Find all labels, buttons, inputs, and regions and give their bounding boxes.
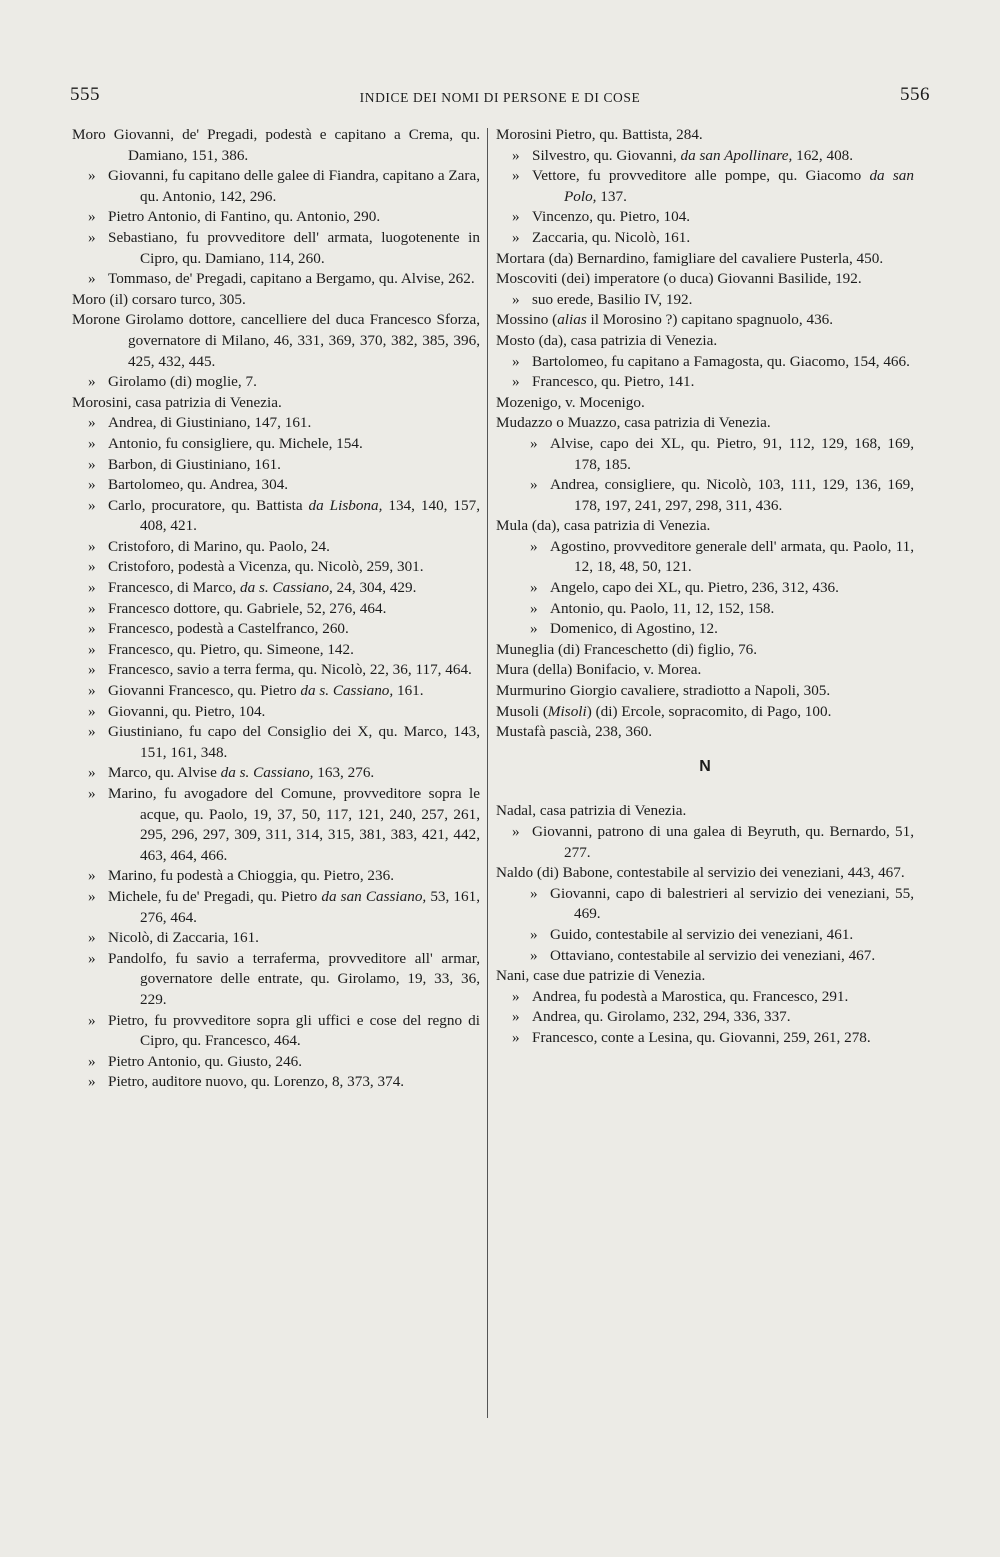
- index-entry: [496, 249, 914, 270]
- entry-text: Andrea, di Giustiniano, 147, 161.: [108, 414, 312, 432]
- index-subentry: [496, 987, 914, 1008]
- index-subentry: [72, 619, 480, 640]
- entry-text: Silvestro, qu. Giovanni,: [532, 146, 681, 164]
- entry-text: Guido, contestabile al servizio dei veneziani, 461.: [550, 925, 854, 943]
- entry-text: Moro (il) corsaro turco, 305.: [72, 290, 246, 308]
- index-subentry: [496, 372, 914, 393]
- ditto-mark: »: [530, 599, 538, 617]
- index-entry: [496, 801, 914, 822]
- ditto-mark: »: [88, 167, 96, 185]
- ditto-mark: »: [512, 1028, 520, 1046]
- page-header: [70, 84, 930, 114]
- ditto-mark: »: [88, 208, 96, 226]
- ditto-mark: »: [512, 373, 520, 391]
- index-subentry: [496, 475, 914, 516]
- entry-text: Giovanni, qu. Pietro, 104.: [108, 702, 266, 720]
- entry-italic-text: da san Polo,: [564, 167, 914, 205]
- entry-text: Francesco, conte a Lesina, qu. Giovanni, 259, 261, 278.: [532, 1028, 871, 1046]
- ditto-mark: »: [88, 887, 96, 905]
- page-number-right: 556: [900, 84, 930, 105]
- index-subentry: [72, 434, 480, 455]
- index-subentry: [496, 166, 914, 207]
- entry-text: Cristoforo, di Marino, qu. Paolo, 24.: [108, 537, 330, 555]
- ditto-mark: »: [88, 702, 96, 720]
- ditto-mark: »: [88, 599, 96, 617]
- page-number-left: 555: [70, 84, 100, 105]
- entry-text: Vincenzo, qu. Pietro, 104.: [532, 208, 691, 226]
- index-entry: [496, 863, 914, 884]
- section-letter: N: [699, 757, 711, 775]
- entry-italic-text: da san Cassiano,: [321, 887, 427, 905]
- index-subentry: [496, 822, 914, 863]
- index-subentry: [72, 640, 480, 661]
- ditto-mark: »: [88, 867, 96, 885]
- entry-text: Moro Giovanni, de' Pregadi, podestà e capitano a Crema, qu. Damiano, 151, 386.: [72, 126, 480, 164]
- ditto-mark: »: [512, 1008, 520, 1026]
- index-entry: [496, 966, 914, 987]
- index-subentry: [496, 925, 914, 946]
- entry-text: Andrea, fu podestà a Marostica, qu. Francesco, 291.: [532, 987, 849, 1005]
- ditto-mark: »: [88, 414, 96, 432]
- entry-italic-text: da s. Cassiano,: [240, 579, 333, 597]
- entry-text: Musoli (: [496, 702, 548, 720]
- ditto-mark: »: [88, 620, 96, 638]
- index-subentry: [496, 537, 914, 578]
- entry-text: Mosto (da), casa patrizia di Venezia.: [496, 331, 718, 349]
- entry-text: Antonio, qu. Paolo, 11, 12, 152, 158.: [550, 599, 775, 617]
- entry-text: Marco, qu. Alvise: [108, 764, 221, 782]
- ditto-mark: »: [512, 146, 520, 164]
- entry-tail-text: 162, 408.: [792, 146, 854, 164]
- entry-text: Mozenigo, v. Mocenigo.: [496, 393, 645, 411]
- index-subentry: [72, 1072, 480, 1093]
- column-divider: [487, 128, 488, 1418]
- index-subentry: [72, 722, 480, 763]
- index-entry: [496, 640, 914, 661]
- index-subentry: [496, 884, 914, 925]
- entry-text: Giovanni, capo di balestrieri al servizio dei veneziani, 55, 469.: [550, 884, 914, 923]
- index-entry: [496, 702, 914, 723]
- left-index-column: [72, 125, 480, 1093]
- entry-text: Morone Girolamo dottore, cancelliere del duca Francesco Sforza, governatore di Milano, 46, 331, 369, 370, 382, 385, 396, 425, 432, 445.: [72, 311, 480, 370]
- index-subentry: [72, 372, 480, 393]
- ditto-mark: »: [512, 167, 520, 185]
- ditto-mark: »: [88, 1073, 96, 1091]
- index-subentry: [72, 166, 480, 207]
- entry-text: Marino, fu avogadore del Comune, provveditore sopra le acque, qu. Paolo, 19, 37, 50, 117, 121, 240, 257, 261, 295, 296, 297, 309, 311, 314, 315, 381, 383, 421, 442, 463, 464, 466.: [108, 785, 480, 864]
- index-subentry: [496, 352, 914, 373]
- right-index-column: [496, 125, 914, 1049]
- index-entry: [496, 722, 914, 743]
- entry-text: Nani, case due patrizie di Venezia.: [496, 967, 706, 985]
- entry-text: Francesco, qu. Pietro, qu. Simeone, 142.: [108, 640, 354, 658]
- entry-tail-text: 163, 276.: [313, 764, 375, 782]
- ditto-mark: »: [88, 434, 96, 452]
- entry-text: Morosini, casa patrizia di Venezia.: [72, 393, 282, 411]
- index-subentry: [496, 290, 914, 311]
- entry-text: Pietro Antonio, qu. Giusto, 246.: [108, 1052, 303, 1070]
- index-subentry: [496, 434, 914, 475]
- index-subentry: [72, 475, 480, 496]
- entry-text: Tommaso, de' Pregadi, capitano a Bergamo, qu. Alvise, 262.: [108, 270, 475, 288]
- index-subentry: [72, 702, 480, 723]
- entry-text: Mossino (: [496, 311, 558, 329]
- ditto-mark: »: [512, 987, 520, 1005]
- ditto-mark: »: [88, 228, 96, 246]
- entry-text: Mortara (da) Bernardino, famigliare del cavaliere Pusterla, 450.: [496, 249, 884, 267]
- ditto-mark: »: [88, 785, 96, 802]
- ditto-mark: »: [88, 373, 96, 391]
- entry-tail-text: 134, 140, 157, 408, 421.: [140, 496, 480, 535]
- entry-tail-text: 161.: [393, 682, 424, 700]
- entry-text: Cristoforo, podestà a Vicenza, qu. Nicolò, 259, 301.: [108, 558, 424, 576]
- entry-text: Marino, fu podestà a Chioggia, qu. Pietro, 236.: [108, 867, 394, 885]
- ditto-mark: »: [530, 434, 538, 452]
- index-subentry: [496, 207, 914, 228]
- entry-text: Ottaviano, contestabile al servizio dei veneziani, 467.: [550, 946, 876, 964]
- ditto-mark: »: [512, 228, 520, 246]
- index-subentry: [72, 949, 480, 1011]
- entry-text: Francesco, di Marco,: [108, 579, 241, 597]
- entry-text: Angelo, capo dei XL, qu. Pietro, 236, 312, 436.: [550, 579, 839, 597]
- entry-text: suo erede, Basilio IV, 192.: [532, 290, 693, 308]
- index-subentry: [496, 228, 914, 249]
- entry-text: Mula (da), casa patrizia di Venezia.: [496, 517, 711, 535]
- entry-text: Antonio, fu consigliere, qu. Michele, 154.: [108, 434, 363, 452]
- index-entry: [72, 125, 480, 166]
- entry-italic-text: da Lisbona,: [308, 496, 383, 514]
- index-subentry: [72, 496, 480, 537]
- entry-text: Francesco dottore, qu. Gabriele, 52, 276, 464.: [108, 599, 387, 617]
- ditto-mark: »: [88, 1052, 96, 1070]
- index-subentry: [72, 455, 480, 476]
- index-entry: [496, 393, 914, 414]
- ditto-mark: »: [88, 270, 96, 288]
- entry-italic-text: da san Apollinare,: [680, 146, 793, 164]
- index-subentry: [496, 1007, 914, 1028]
- index-subentry: [72, 784, 480, 866]
- index-entry: [496, 413, 914, 434]
- entry-text: Francesco, podestà a Castelfranco, 260.: [108, 620, 349, 638]
- running-title: INDICE DEI NOMI DI PERSONE E DI COSE: [359, 90, 641, 105]
- ditto-mark: »: [88, 1011, 96, 1029]
- entry-text: Mura (della) Bonifacio, v. Morea.: [496, 661, 702, 679]
- entry-text: Morosini Pietro, qu. Battista, 284.: [496, 126, 703, 143]
- index-subentry: [72, 866, 480, 887]
- index-subentry: [72, 578, 480, 599]
- ditto-mark: »: [512, 290, 520, 308]
- entry-tail-text: 137.: [596, 187, 627, 205]
- index-subentry: [496, 578, 914, 599]
- index-subentry: [496, 946, 914, 967]
- ditto-mark: »: [530, 925, 538, 943]
- ditto-mark: »: [530, 579, 538, 597]
- entry-italic-text: da s. Cassiano,: [220, 764, 314, 782]
- entry-text: Barbon, di Giustiniano, 161.: [108, 455, 281, 473]
- ditto-mark: »: [512, 352, 520, 370]
- entry-tail-text: 24, 304, 429.: [332, 579, 417, 597]
- ditto-mark: »: [512, 208, 520, 226]
- ditto-mark: »: [88, 764, 96, 782]
- ditto-mark: »: [530, 537, 538, 555]
- ditto-mark: »: [88, 682, 96, 700]
- index-subentry: [72, 1052, 480, 1073]
- index-subentry: [496, 1028, 914, 1049]
- entry-text: Pietro, auditore nuovo, qu. Lorenzo, 8, 373, 374.: [108, 1073, 405, 1091]
- entry-italic-text: da s. Cassiano,: [300, 682, 394, 700]
- ditto-mark: »: [88, 579, 96, 597]
- entry-text: Girolamo (di) moglie, 7.: [108, 373, 257, 391]
- entry-text: Domenico, di Agostino, 12.: [550, 620, 718, 638]
- entry-text: Bartolomeo, qu. Andrea, 304.: [108, 476, 289, 494]
- index-entry: [496, 310, 914, 331]
- index-subentry: [496, 619, 914, 640]
- index-entry: [72, 290, 480, 311]
- entry-tail-text: 53, 161, 276, 464.: [140, 887, 480, 926]
- entry-text: Moscoviti (dei) imperatore (o duca) Giovanni Basilide, 192.: [496, 270, 862, 288]
- index-subentry: [72, 269, 480, 290]
- entry-text: Bartolomeo, fu capitano a Famagosta, qu. Giacomo, 154, 466.: [532, 352, 910, 370]
- index-subentry: [72, 413, 480, 434]
- index-subentry: [72, 557, 480, 578]
- ditto-mark: »: [88, 476, 96, 494]
- ditto-mark: »: [530, 884, 538, 902]
- ditto-mark: »: [88, 949, 96, 967]
- ditto-mark: »: [88, 661, 96, 679]
- index-entry: [496, 516, 914, 537]
- entry-text: Giovanni, fu capitano delle galee di Fiandra, capitano a Zara, qu. Antonio, 142, 296.: [108, 167, 480, 205]
- entry-text: Vettore, fu provveditore alle pompe, qu. Giacomo: [532, 167, 870, 185]
- entry-tail-text: ) (di) Ercole, sopracomito, di Pago, 100.: [586, 702, 832, 720]
- index-subentry: [496, 599, 914, 620]
- entry-text: Francesco, qu. Pietro, 141.: [532, 373, 695, 391]
- ditto-mark: »: [530, 620, 538, 638]
- ditto-mark: »: [88, 640, 96, 658]
- index-subentry: [72, 1011, 480, 1052]
- entry-text: Giovanni, patrono di una galea di Beyruth, qu. Bernardo, 51, 277.: [532, 823, 914, 861]
- ditto-mark: »: [88, 558, 96, 576]
- entry-text: Murmurino Giorgio cavaliere, stradiotto a Napoli, 305.: [496, 682, 831, 700]
- index-subentry: [72, 928, 480, 949]
- index-entry: [496, 125, 914, 146]
- entry-text: Andrea, qu. Girolamo, 232, 294, 336, 337.: [532, 1008, 791, 1026]
- entry-text: Zaccaria, qu. Nicolò, 161.: [532, 228, 691, 246]
- index-entry: [72, 393, 480, 414]
- entry-text: Pietro, fu provveditore sopra gli uffici e cose del regno di Cipro, qu. Francesco, 464.: [108, 1011, 480, 1050]
- entry-text: Francesco, savio a terra ferma, qu. Nicolò, 22, 36, 117, 464.: [108, 661, 472, 679]
- entry-text: Giustiniano, fu capo del Consiglio dei X, qu. Marco, 143, 151, 161, 348.: [108, 723, 480, 761]
- entry-text: Andrea, consigliere, qu. Nicolò, 103, 111, 129, 136, 169, 178, 197, 241, 297, 298, 311, 436.: [550, 476, 914, 514]
- index-entry: [496, 660, 914, 681]
- index-subentry: [496, 146, 914, 167]
- ditto-mark: »: [530, 946, 538, 964]
- entry-tail-text: il Morosino ?) capitano spagnuolo, 436.: [586, 311, 834, 329]
- entry-text: Naldo (di) Babone, contestabile al servizio dei veneziani, 443, 467.: [496, 864, 905, 882]
- ditto-mark: »: [530, 476, 538, 494]
- index-subentry: [72, 763, 480, 784]
- entry-text: Pietro Antonio, di Fantino, qu. Antonio, 290.: [108, 208, 381, 226]
- ditto-mark: »: [512, 823, 520, 840]
- entry-text: Giovanni Francesco, qu. Pietro: [108, 682, 301, 700]
- ditto-mark: »: [88, 537, 96, 555]
- index-subentry: [72, 660, 480, 681]
- index-subentry: [72, 599, 480, 620]
- entry-text: Nadal, casa patrizia di Venezia.: [496, 802, 687, 820]
- entry-italic-text: alias: [557, 311, 587, 329]
- entry-text: Muneglia (di) Franceschetto (di) figlio, 76.: [496, 640, 758, 658]
- index-entry: [496, 331, 914, 352]
- entry-text: Sebastiano, fu provveditore dell' armata, luogotenente in Cipro, qu. Damiano, 114, 260.: [108, 228, 480, 267]
- entry-text: Michele, fu de' Pregadi, qu. Pietro: [108, 887, 322, 905]
- entry-italic-text: Misoli: [547, 702, 587, 720]
- ditto-mark: »: [88, 929, 96, 947]
- ditto-mark: »: [88, 723, 96, 741]
- index-subentry: [72, 537, 480, 558]
- ditto-mark: »: [88, 496, 96, 514]
- index-entry: [496, 269, 914, 290]
- index-subentry: [72, 207, 480, 228]
- entry-text: Alvise, capo dei XL, qu. Pietro, 91, 112, 129, 168, 169, 178, 185.: [550, 434, 914, 473]
- entry-text: Pandolfo, fu savio a terraferma, provveditore all' armar, governatore delle entrate, qu. Girolamo, 19, 33, 36, 229.: [108, 949, 480, 1008]
- index-subentry: [72, 228, 480, 269]
- index-entry: [496, 681, 914, 702]
- index-entry: [72, 310, 480, 372]
- entry-text: Mudazzo o Muazzo, casa patrizia di Venezia.: [496, 414, 771, 432]
- index-subentry: [72, 887, 480, 928]
- entry-text: Nicolò, di Zaccaria, 161.: [108, 929, 259, 947]
- ditto-mark: »: [88, 455, 96, 473]
- entry-text: Agostino, provveditore generale dell' armata, qu. Paolo, 11, 12, 18, 48, 50, 121.: [550, 537, 914, 576]
- entry-text: Carlo, procuratore, qu. Battista: [108, 496, 309, 514]
- index-subentry: [72, 681, 480, 702]
- entry-text: Mustafà pascià, 238, 360.: [496, 723, 653, 741]
